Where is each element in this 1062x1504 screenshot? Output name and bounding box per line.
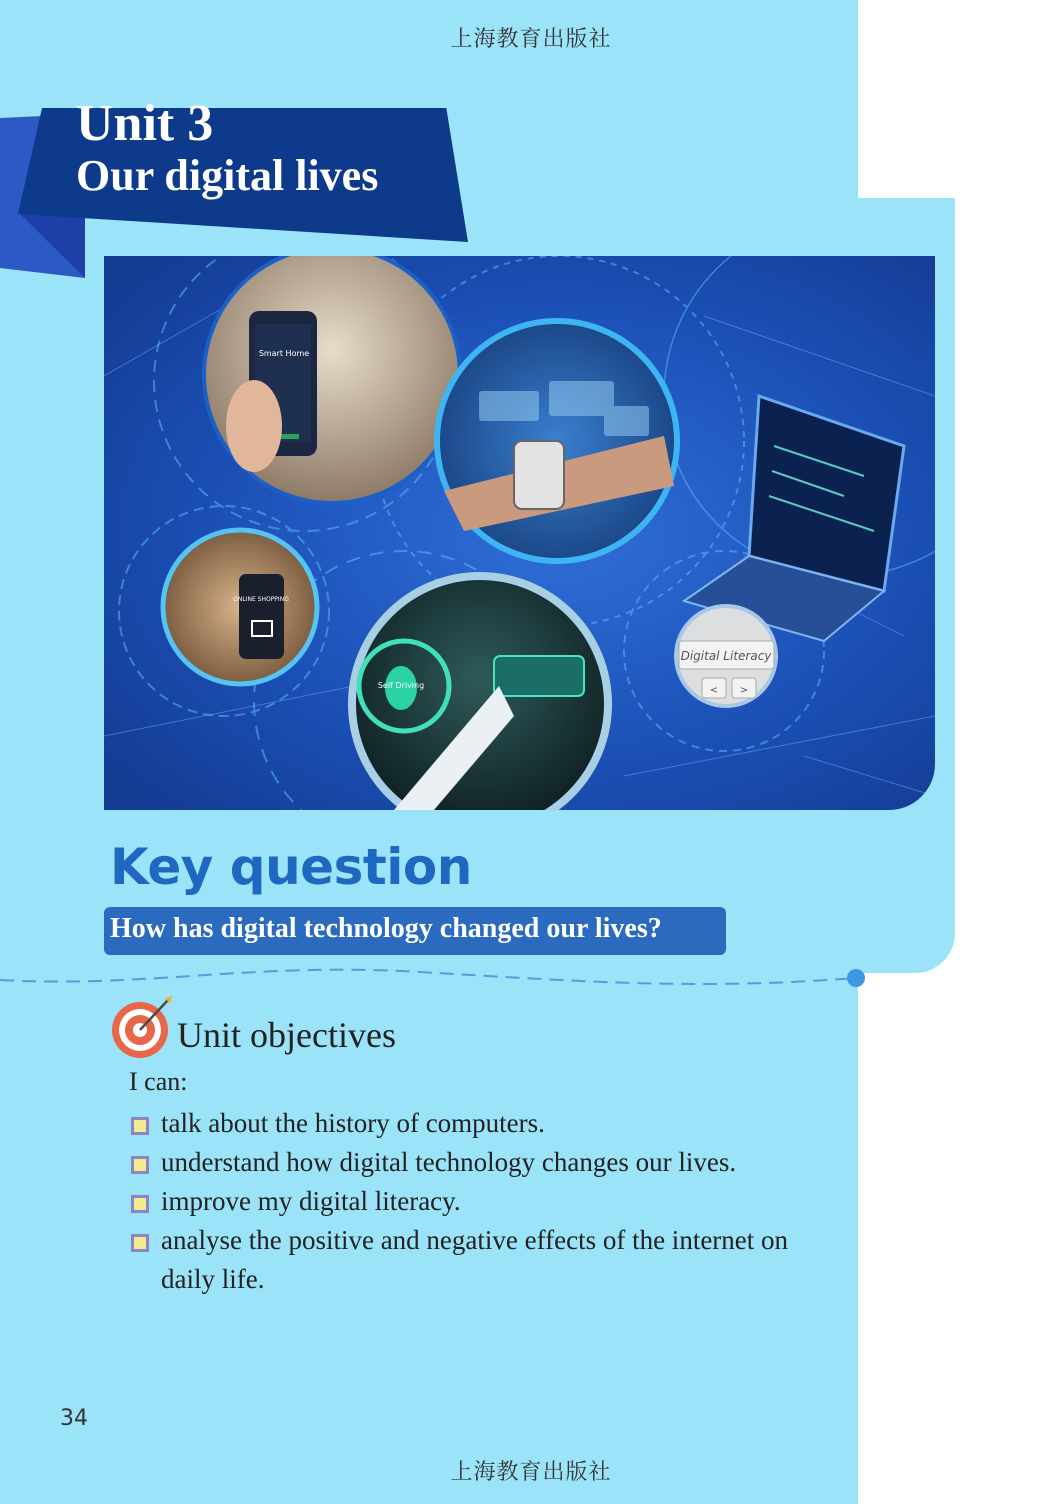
- objective-item: [131, 1221, 831, 1299]
- objective-text: talk about the history of computers.: [161, 1108, 545, 1138]
- publisher-header: 上海教育出版社: [450, 27, 612, 52]
- objective-text: understand how digital technology changes our lives.: [161, 1147, 737, 1177]
- objectives-intro: I can:: [129, 1067, 188, 1096]
- page-number: 34: [60, 1406, 88, 1431]
- objective-item: [131, 1104, 831, 1143]
- phone-title: Smart Home: [258, 349, 310, 358]
- publisher-footer: 上海教育出版社: [450, 1460, 612, 1485]
- checkbox-icon: [131, 1117, 149, 1135]
- key-question-text: How has digital technology changed our lives?: [104, 907, 726, 955]
- checkbox-icon: [131, 1234, 149, 1252]
- objectives-heading: Unit objectives: [177, 1015, 396, 1055]
- objective-text: improve my digital literacy.: [161, 1186, 461, 1216]
- key-arrow-left: <: [709, 685, 719, 696]
- digital-literacy-key-image: [676, 606, 776, 706]
- objective-text: analyse the positive and negative effects of the internet on daily life.: [161, 1225, 789, 1294]
- smartwatch-image: [437, 321, 677, 561]
- dashed-divider: [0, 960, 880, 990]
- key-arrow-right: >: [739, 685, 749, 696]
- self-driving-car-image: [352, 576, 608, 810]
- target-icon: [110, 996, 172, 1058]
- objective-item: [131, 1182, 831, 1221]
- unit-subtitle: Our digital lives: [76, 151, 379, 200]
- key-question-heading: Key question: [110, 838, 472, 896]
- shopping-label: ONLINE SHOPPING: [233, 596, 289, 603]
- unit-banner-text: [76, 95, 379, 200]
- online-shopping-image: [163, 530, 317, 684]
- checkbox-icon: [131, 1195, 149, 1213]
- objective-item: [131, 1143, 831, 1182]
- hero-illustration: [104, 256, 935, 810]
- unit-title: Unit 3: [76, 95, 214, 152]
- checkbox-icon: [131, 1156, 149, 1174]
- smart-home-image: [204, 256, 460, 503]
- key-label: Digital Literacy: [680, 649, 772, 663]
- car-label: Self Driving: [377, 681, 425, 690]
- objectives-list: [131, 1104, 831, 1299]
